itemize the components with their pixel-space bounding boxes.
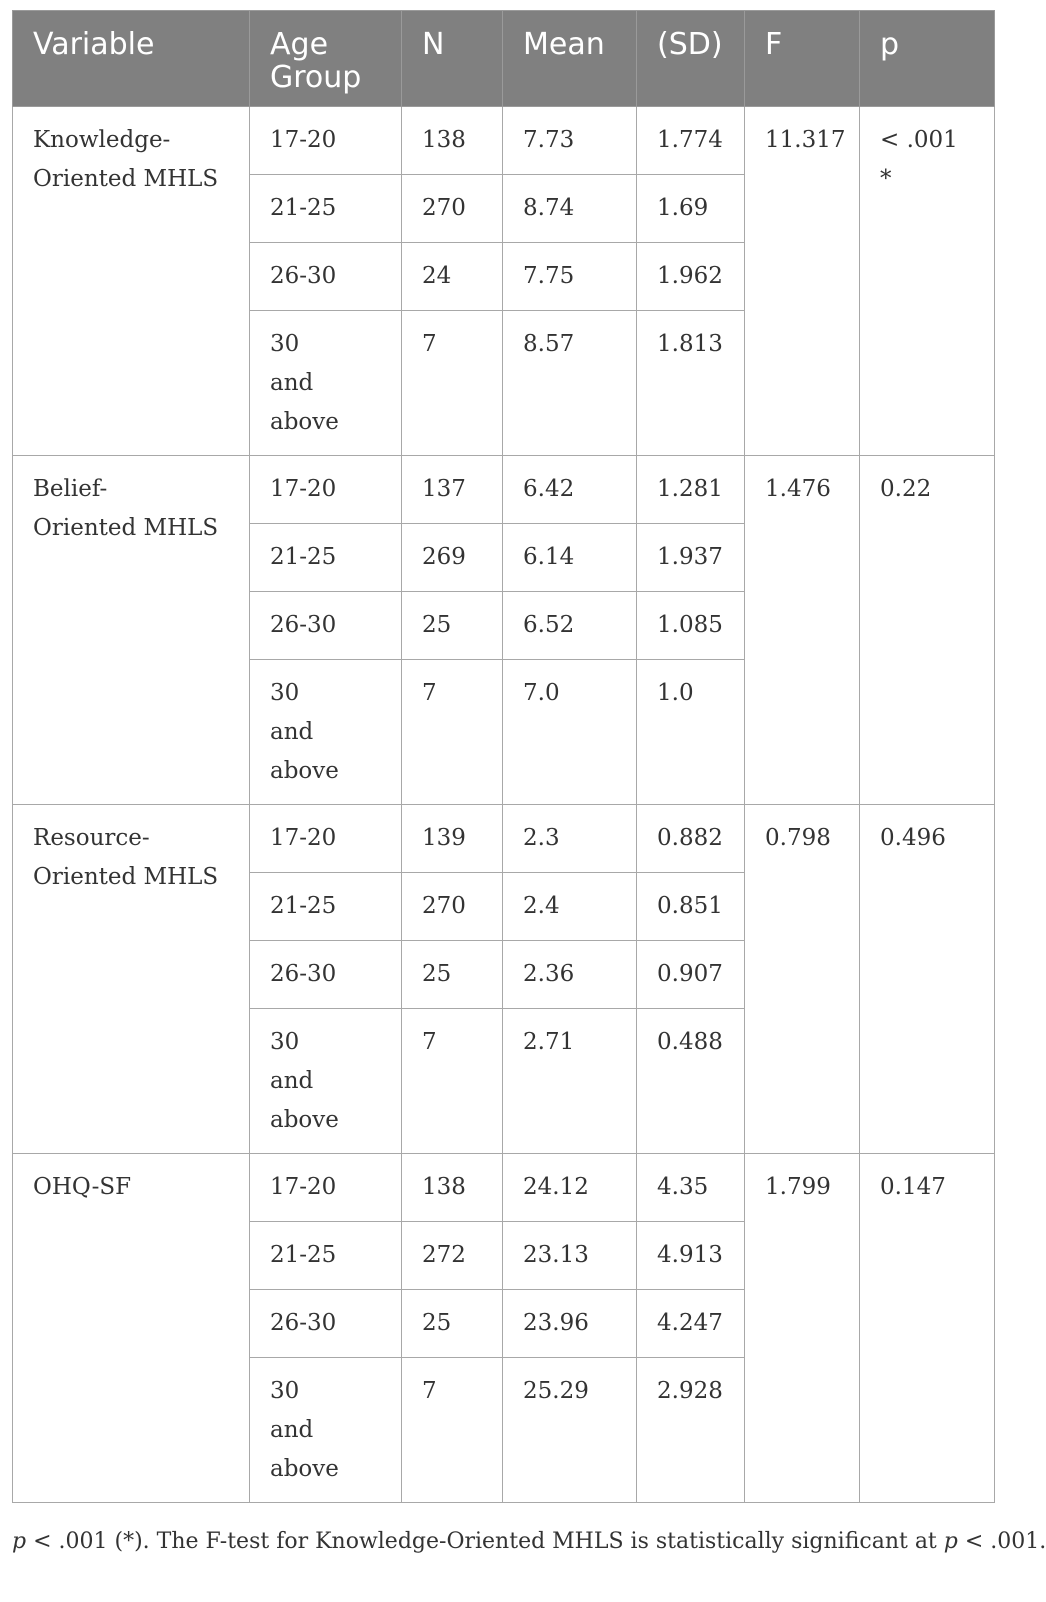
p-cell: < .001 * [860, 107, 995, 456]
n-cell: 138 [402, 107, 503, 175]
footnote-text: < .001 (*). The F-test for Knowledge-Oriented MHLS is statistically significant at [26, 1529, 944, 1554]
header-variable: Variable [13, 11, 250, 107]
age-cell: 30 and above [250, 311, 402, 456]
sd-cell: 1.0 [637, 660, 745, 805]
n-cell: 25 [402, 941, 503, 1009]
header-row [13, 11, 995, 107]
p-cell: 0.22 [860, 456, 995, 805]
sd-cell: 1.813 [637, 311, 745, 456]
header-f: F [745, 11, 860, 107]
age-cell: 17-20 [250, 1154, 402, 1222]
mean-cell: 2.71 [503, 1009, 637, 1154]
sd-cell: 1.937 [637, 524, 745, 592]
f-cell: 11.317 [745, 107, 860, 456]
age-cell: 21-25 [250, 175, 402, 243]
mean-cell: 24.12 [503, 1154, 637, 1222]
anova-table [12, 10, 995, 1503]
age-cell: 26-30 [250, 592, 402, 660]
sd-cell: 0.488 [637, 1009, 745, 1154]
variable-cell: OHQ-SF [13, 1154, 250, 1503]
p-cell: 0.147 [860, 1154, 995, 1503]
table-row [13, 1154, 995, 1222]
variable-cell: Resource- Oriented MHLS [13, 805, 250, 1154]
header-p: p [860, 11, 995, 107]
age-cell: 26-30 [250, 1290, 402, 1358]
age-cell: 30 and above [250, 1358, 402, 1503]
mean-cell: 2.36 [503, 941, 637, 1009]
n-cell: 137 [402, 456, 503, 524]
sd-cell: 0.907 [637, 941, 745, 1009]
age-cell: 21-25 [250, 524, 402, 592]
mean-cell: 25.29 [503, 1358, 637, 1503]
table-header [13, 11, 995, 107]
footnote-text-end: < .001. [957, 1529, 1046, 1554]
table-row [13, 456, 995, 524]
sd-cell: 0.851 [637, 873, 745, 941]
n-cell: 270 [402, 873, 503, 941]
mean-cell: 7.75 [503, 243, 637, 311]
f-cell: 1.799 [745, 1154, 860, 1503]
sd-cell: 1.962 [637, 243, 745, 311]
n-cell: 7 [402, 1009, 503, 1154]
sd-cell: 4.247 [637, 1290, 745, 1358]
variable-cell: Belief- Oriented MHLS [13, 456, 250, 805]
age-cell: 17-20 [250, 456, 402, 524]
sd-cell: 1.774 [637, 107, 745, 175]
sd-cell: 1.085 [637, 592, 745, 660]
footnote-p-symbol: p [12, 1529, 27, 1554]
age-cell: 21-25 [250, 1222, 402, 1290]
mean-cell: 6.42 [503, 456, 637, 524]
n-cell: 269 [402, 524, 503, 592]
n-cell: 7 [402, 660, 503, 805]
table-row [13, 107, 995, 175]
n-cell: 7 [402, 311, 503, 456]
header-n: N [402, 11, 503, 107]
n-cell: 25 [402, 592, 503, 660]
n-cell: 24 [402, 243, 503, 311]
n-cell: 139 [402, 805, 503, 873]
table-body [13, 107, 995, 1503]
p-cell: 0.496 [860, 805, 995, 1154]
header-sd: (SD) [637, 11, 745, 107]
mean-cell: 2.3 [503, 805, 637, 873]
n-cell: 272 [402, 1222, 503, 1290]
sd-cell: 1.69 [637, 175, 745, 243]
age-cell: 30 and above [250, 1009, 402, 1154]
n-cell: 7 [402, 1358, 503, 1503]
age-cell: 26-30 [250, 941, 402, 1009]
sd-cell: 0.882 [637, 805, 745, 873]
mean-cell: 23.96 [503, 1290, 637, 1358]
f-cell: 1.476 [745, 456, 860, 805]
header-age-group: Age Group [250, 11, 402, 107]
mean-cell: 23.13 [503, 1222, 637, 1290]
mean-cell: 6.52 [503, 592, 637, 660]
mean-cell: 8.74 [503, 175, 637, 243]
mean-cell: 7.73 [503, 107, 637, 175]
age-cell: 17-20 [250, 805, 402, 873]
age-cell: 21-25 [250, 873, 402, 941]
sd-cell: 2.928 [637, 1358, 745, 1503]
table-row [13, 805, 995, 873]
age-cell: 26-30 [250, 243, 402, 311]
header-mean: Mean [503, 11, 637, 107]
variable-cell: Knowledge- Oriented MHLS [13, 107, 250, 456]
n-cell: 270 [402, 175, 503, 243]
footnote-p-symbol-2: p [943, 1529, 958, 1554]
n-cell: 25 [402, 1290, 503, 1358]
mean-cell: 2.4 [503, 873, 637, 941]
f-cell: 0.798 [745, 805, 860, 1154]
n-cell: 138 [402, 1154, 503, 1222]
age-cell: 17-20 [250, 107, 402, 175]
table-footnote [12, 1524, 1046, 1560]
mean-cell: 8.57 [503, 311, 637, 456]
mean-cell: 6.14 [503, 524, 637, 592]
sd-cell: 4.35 [637, 1154, 745, 1222]
mean-cell: 7.0 [503, 660, 637, 805]
age-cell: 30 and above [250, 660, 402, 805]
sd-cell: 1.281 [637, 456, 745, 524]
sd-cell: 4.913 [637, 1222, 745, 1290]
